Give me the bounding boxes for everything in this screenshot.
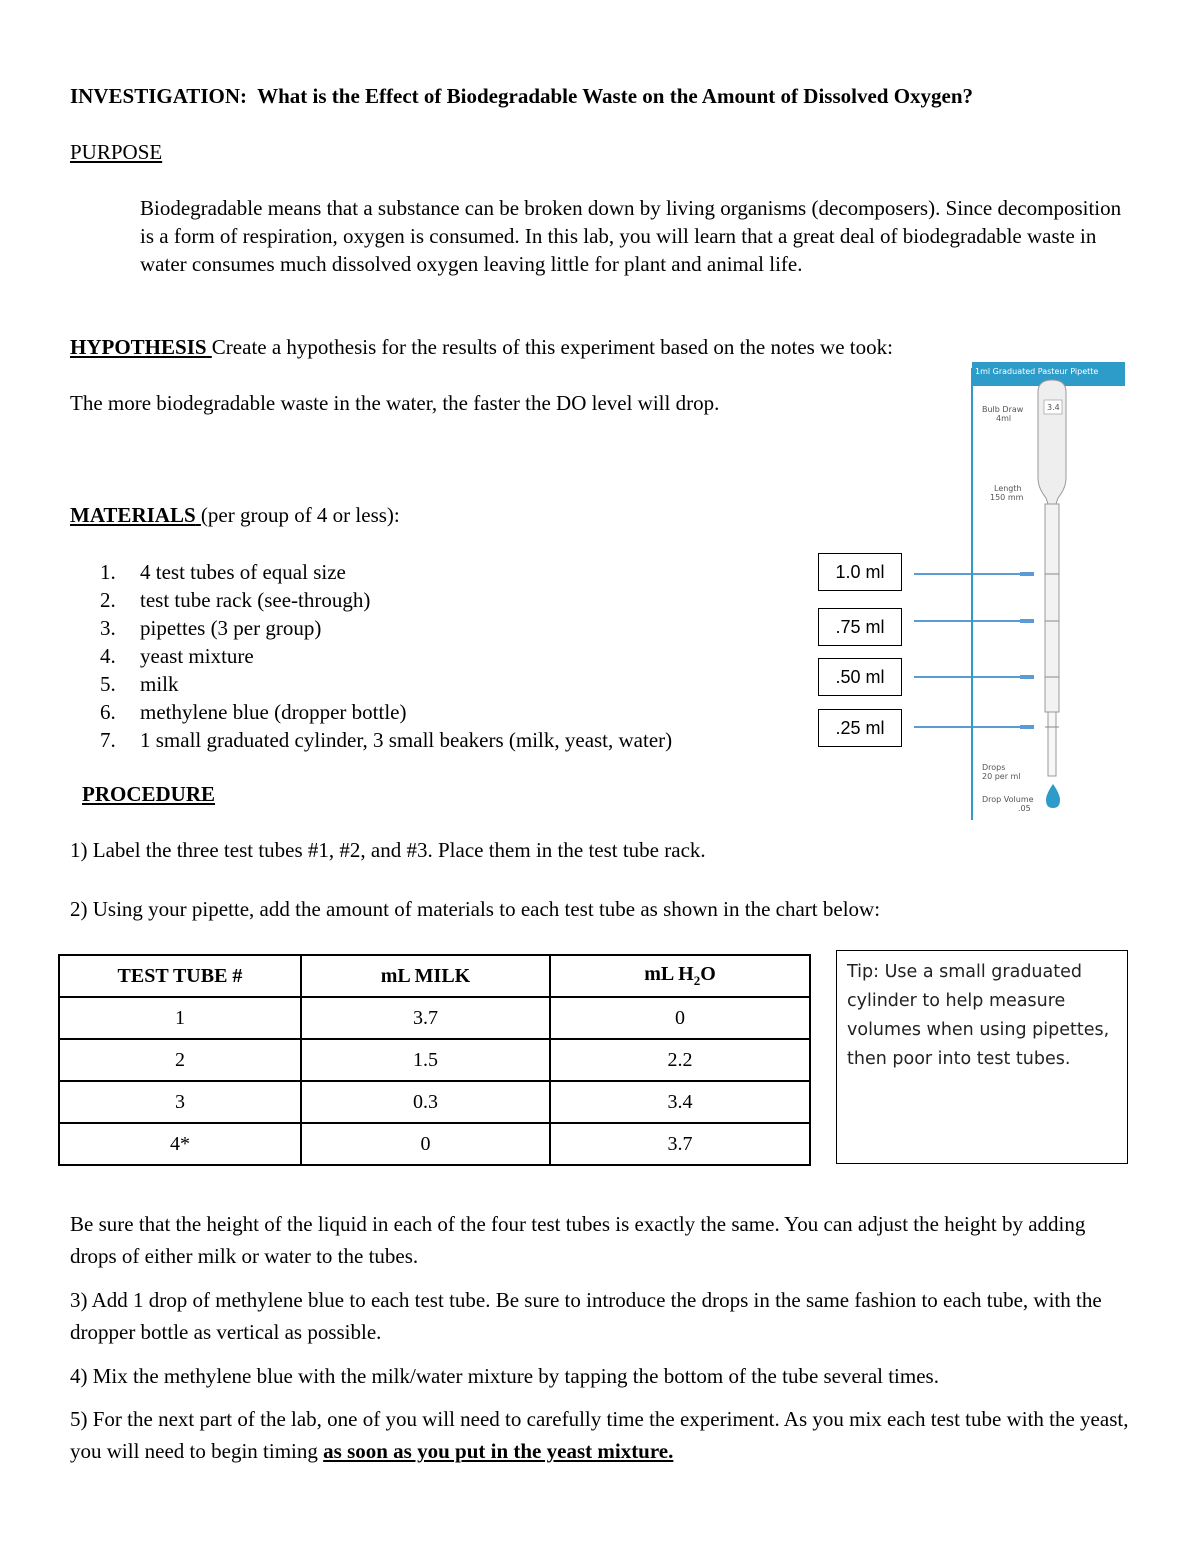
procedure-step-5 (70, 1403, 1135, 1467)
ml-label-0-25: .25 ml (818, 709, 902, 747)
materials-table (58, 954, 811, 1166)
hypothesis-statement: The more biodegradable waste in the water, the faster the DO level will drop. (70, 391, 720, 415)
height-note: Be sure that the height of the liquid in each of the four test tubes is exactly the same. You can adjust the height by adding drops of either milk or water to the tubes. (70, 1212, 1086, 1268)
list-item: 7. 1 small graduated cylinder, 3 small beakers (milk, yeast, water) (100, 728, 673, 752)
materials-heading: MATERIALS (70, 503, 196, 527)
list-item: 5. milk (100, 672, 179, 696)
table-header-row (59, 955, 810, 997)
col-header-test-tube: TEST TUBE # (59, 955, 301, 997)
purpose-body: Biodegradable means that a substance can be broken down by living organisms (decomposers). Since decomposition is a form of respiration, oxygen is consumed. In this lab, you will learn that a great deal of biodegradable waste in water consumes much dissolved oxygen leaving little for plant and animal life. (140, 196, 1122, 276)
pipette-header: 1ml Graduated Pasteur Pipette (975, 367, 1099, 376)
ml-label-1-0: 1.0 ml (818, 553, 902, 591)
table-row: 4* 0 3.7 (59, 1123, 810, 1165)
materials-note: (per group of 4 or less): (200, 503, 400, 527)
table-row: 1 3.7 0 (59, 997, 810, 1039)
col-header-water: mL $H_2O$ (550, 955, 810, 997)
materials-list (100, 558, 672, 754)
table-row: 3 0.3 3.4 (59, 1081, 810, 1123)
hypothesis-line (70, 335, 893, 360)
materials-line (70, 503, 400, 528)
list-item: 4. yeast mixture (100, 644, 254, 668)
procedure-step-1: 1) Label the three test tubes #1, #2, and #3. Place them in the test tube rack. (70, 838, 706, 862)
step-5-emphasis: as soon as you put in the yeast mixture. (323, 1439, 674, 1463)
ml-label-0-75: .75 ml (818, 608, 902, 646)
tip-box: Tip: Use a small graduated cylinder to help measure volumes when using pipettes, then poor into test tubes. (836, 950, 1128, 1164)
pipette-bulb-badge: 3.4 (1047, 403, 1060, 412)
hypothesis-prompt: Create a hypothesis for the results of this experiment based on the notes we took: (211, 335, 893, 359)
pipette-drop-volume-label: Drop Volume (982, 795, 1034, 804)
col-header-milk: mL MILK (301, 955, 550, 997)
pipette-length-label: Length (994, 484, 1022, 493)
table-row: 2 1.5 2.2 (59, 1039, 810, 1081)
purpose-heading: PURPOSE (70, 140, 163, 164)
procedure-heading: PROCEDURE (82, 782, 216, 806)
pipette-drops-value: 20 per ml (982, 772, 1021, 781)
procedure-step-4: 4) Mix the methylene blue with the milk/water mixture by tapping the bottom of the tube several times. (70, 1364, 939, 1388)
list-item: 3. pipettes (3 per group) (100, 616, 322, 640)
list-item: 2. test tube rack (see-through) (100, 588, 371, 612)
pipette-diagram (900, 360, 1130, 822)
pipette-bulb-label: Bulb Draw (982, 405, 1024, 414)
procedure-step-2: 2) Using your pipette, add the amount of materials to each test tube as shown in the chart below: (70, 897, 881, 921)
pipette-bulb-value: 4ml (996, 414, 1012, 423)
list-item: 6. methylene blue (dropper bottle) (100, 700, 407, 724)
pipette-drop-volume-value: .05 (1018, 804, 1031, 813)
procedure-step-3: 3) Add 1 drop of methylene blue to each test tube. Be sure to introduce the drops in the same fashion to each tube, with the dropper bottle as vertical as possible. (70, 1288, 1102, 1344)
pipette-length-value: 150 mm (990, 493, 1024, 502)
title-question: What is the Effect of Biodegradable Waste on the Amount of Dissolved Oxygen? (257, 84, 974, 108)
ml-label-0-50: .50 ml (818, 658, 902, 696)
hypothesis-heading: HYPOTHESIS (70, 335, 207, 359)
list-item: 1. 4 test tubes of equal size (100, 560, 346, 584)
title-lead: INVESTIGATION: (70, 84, 247, 108)
page-title (70, 84, 973, 109)
pipette-drops-label: Drops (982, 763, 1006, 772)
step-5-text: 5) For the next part of the lab, one of you will need to carefully time the experiment. As you mix each test tube with the yeast, you will need to begin timing (70, 1407, 1129, 1463)
